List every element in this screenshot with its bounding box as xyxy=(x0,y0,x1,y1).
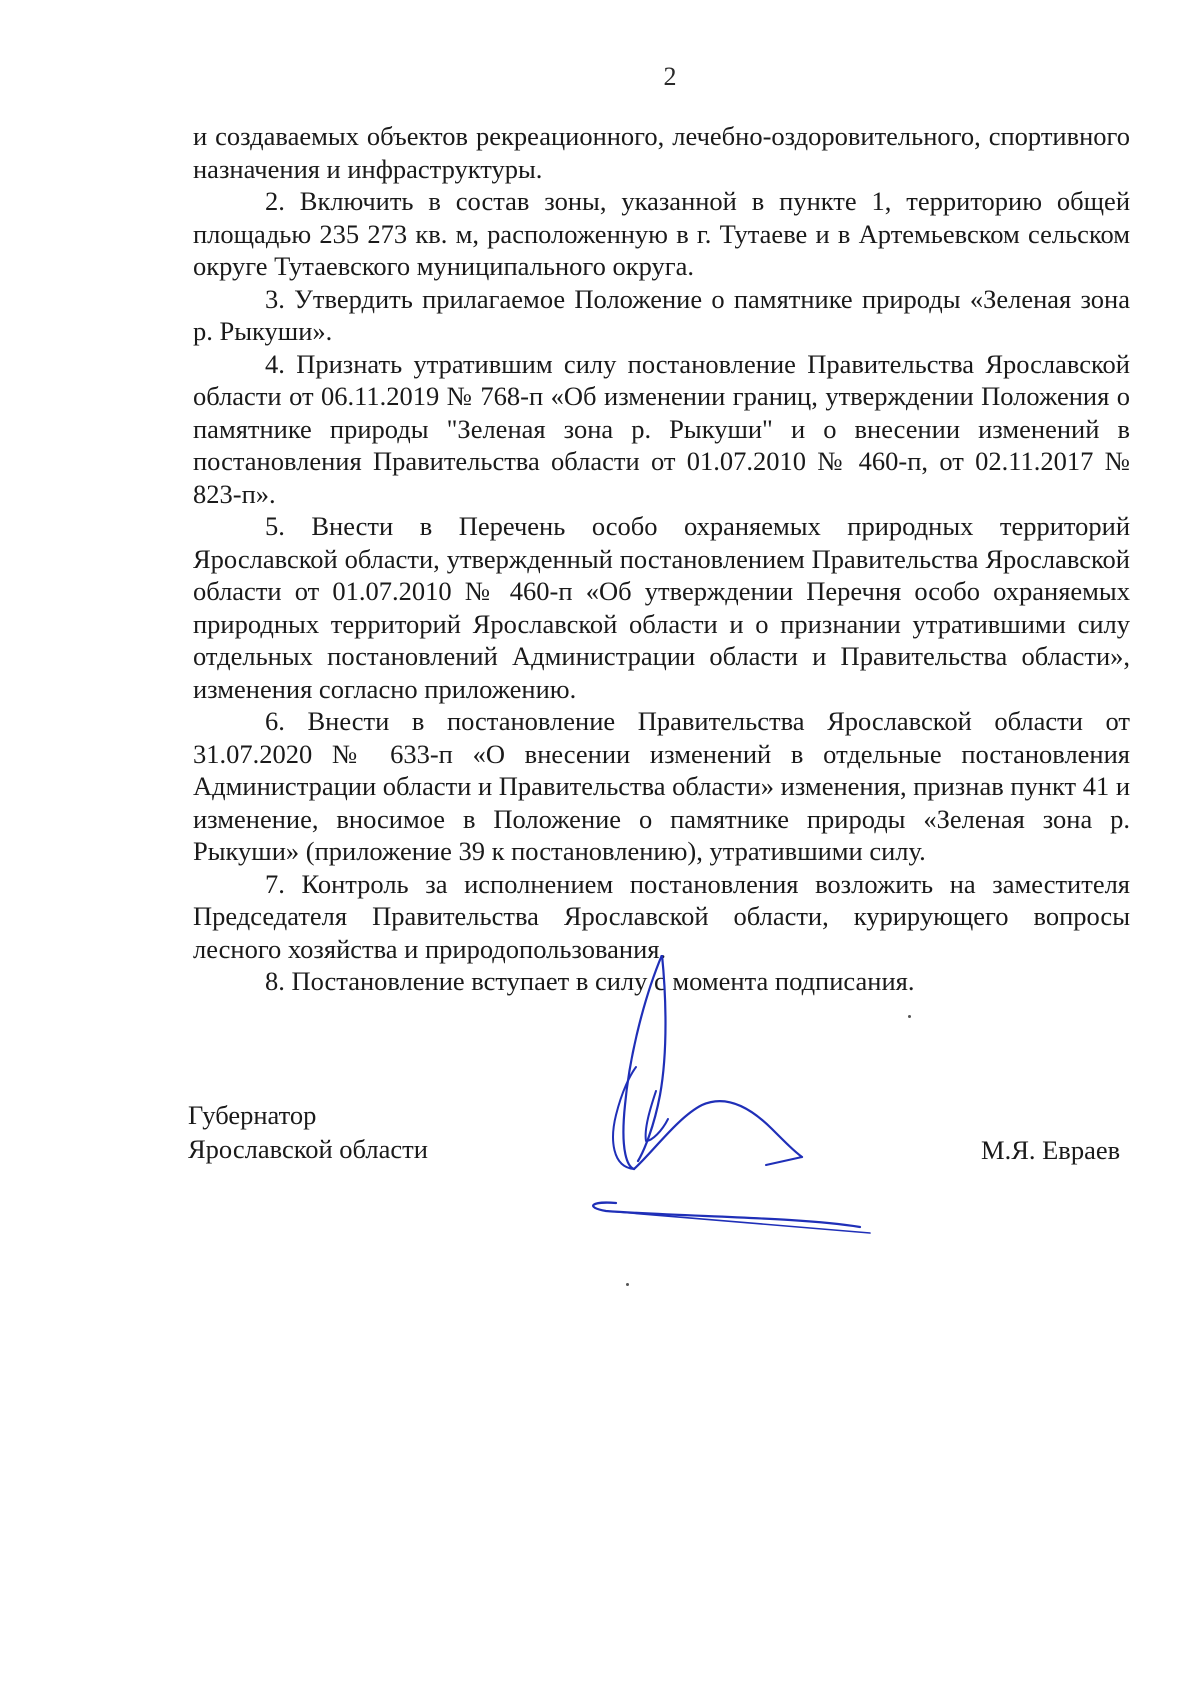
page-number: 2 xyxy=(663,62,677,91)
handwritten-signature xyxy=(570,955,950,1255)
signatory-name: М.Я. Евраев xyxy=(981,1135,1121,1165)
scan-speck xyxy=(626,1283,629,1286)
signatory-title-line-2: Ярославской области xyxy=(188,1134,428,1164)
document-body xyxy=(193,120,1130,998)
paragraph-item-4: 4. Признать утратившим силу постановление Правительства Ярославской области от 06.11.2019 № 768-п «Об изменении границ, утверждении Положения о памятнике природы "Зеленая зона р. Рыкуши" и о внесении изменений в постановления Правительства области от 01.07.2010 № 460-п, от 02.11.2017 № 823-п». xyxy=(193,348,1130,509)
paragraph-continuation: и создаваемых объектов рекреационного, лечебно-оздоровительного, спортивного назначения и инфраструктуры. xyxy=(193,121,1130,184)
paragraph-item-7: 7. Контроль за исполнением постановления возложить на заместителя Председателя Правительства Ярославской области, курирующего вопросы лесного хозяйства и природопользования. xyxy=(193,868,1130,964)
paragraph-item-2: 2. Включить в состав зоны, указанной в пункте 1, территорию общей площадью 235 273 кв. м, расположенную в г. Тутаеве и в Артемьевском сельском округе Тутаевского муниципального округа. xyxy=(193,186,1130,281)
scan-speck xyxy=(908,1015,911,1018)
paragraph-item-5: 5. Внести в Перечень особо охраняемых природных территорий Ярославской области, утвержденный постановлением Правительства Ярославской области от 01.07.2010 № 460-п «Об утверждении Перечня особо охраняемых природных территорий Ярославской области и о признании утратившими силу отдельных постановлений Администрации области и Правительства области», изменения согласно приложению. xyxy=(193,511,1130,704)
paragraph-item-8: 8. Постановление вступает в силу с момента подписания. xyxy=(265,966,915,996)
paragraph-item-3: 3. Утвердить прилагаемое Положение о памятнике природы «Зеленая зона р. Рыкуши». xyxy=(193,283,1130,346)
signatory-title-line-1: Губернатор xyxy=(188,1100,317,1130)
paragraph-item-6: 6. Внести в постановление Правительства Ярославской области от 31.07.2020 № 633-п «О внесении изменений в отдельные постановления Администрации области и Правительства области» изменения, признав пункт 41 и изменение, вносимое в Положение о памятнике природы «Зеленая зона р. Рыкуши» (приложение 39 к постановлению), утратившими силу. xyxy=(193,706,1131,866)
signatory-title xyxy=(188,1098,428,1166)
